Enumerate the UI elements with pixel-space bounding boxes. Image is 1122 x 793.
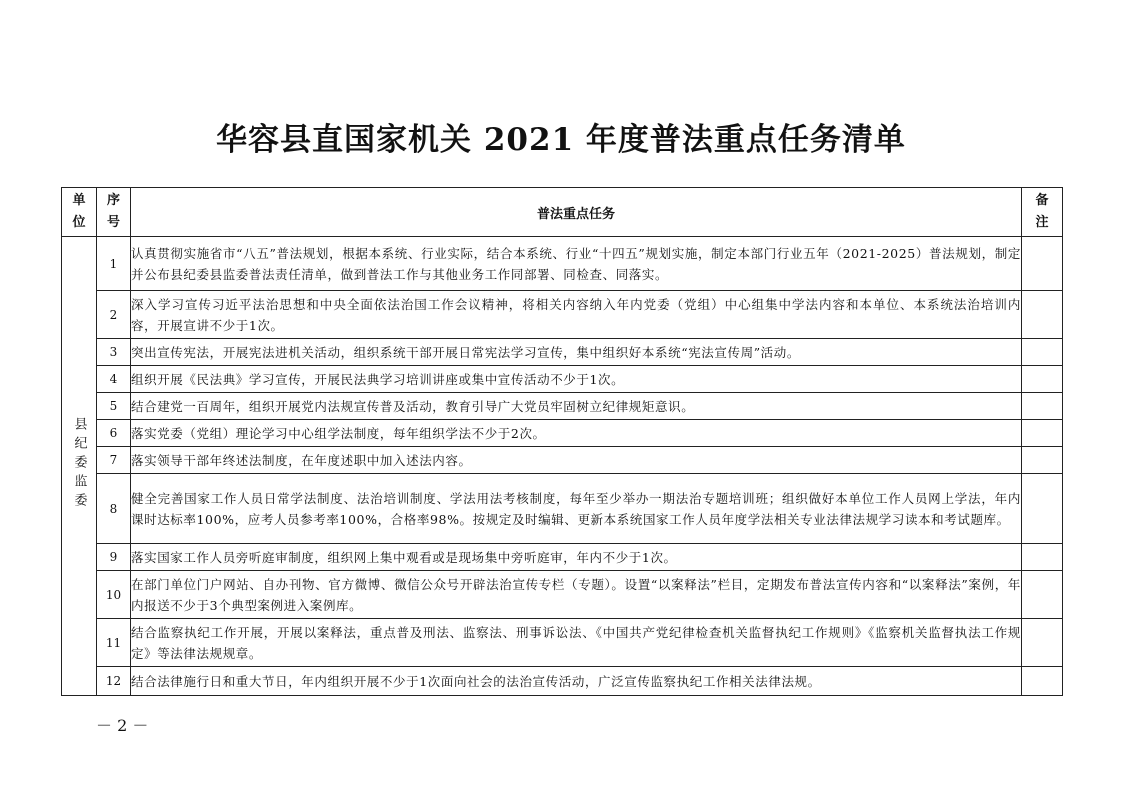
header-unit	[62, 188, 97, 237]
header-seq-char-2: 号	[106, 215, 120, 230]
row-task: 深入学习宣传习近平法治思想和中央全面依法治国工作会议精神，将相关内容纳入年内党委（党组）中心组集中学法内容和本单位、本系统法治培训内容，开展宣讲不少于1次。	[131, 291, 1022, 339]
unit-name: 县纪委监委	[71, 416, 87, 512]
row-remark	[1022, 291, 1063, 339]
row-remark	[1022, 420, 1063, 447]
header-seq-char-1: 序	[106, 193, 120, 208]
table-row	[62, 339, 1063, 366]
table-row	[62, 420, 1063, 447]
row-number: 8	[97, 474, 131, 544]
table-row	[62, 571, 1063, 619]
header-seq	[97, 188, 131, 237]
table-row	[62, 447, 1063, 474]
header-task: 普法重点任务	[131, 188, 1022, 237]
header-remark	[1022, 188, 1063, 237]
row-remark	[1022, 447, 1063, 474]
table-header-row	[62, 188, 1063, 237]
row-number: 12	[97, 667, 131, 696]
row-number: 1	[97, 237, 131, 291]
row-task: 落实领导干部年终述法制度，在年度述职中加入述法内容。	[131, 447, 1022, 474]
row-task: 健全完善国家工作人员日常学法制度、法治培训制度、学法用法考核制度，每年至少举办一期法治专题培训班；组织做好本单位工作人员网上学法，年内课时达标率100%，应考人员参考率100%，合格率98%。按规定及时编辑、更新本系统国家工作人员年度学法相关专业法律法规学习读本和考试题库。	[131, 474, 1022, 544]
header-unit-char-2: 位	[72, 215, 86, 230]
table-row	[62, 544, 1063, 571]
page-title: 华容县直国家机关 2021 年度普法重点任务清单	[216, 122, 906, 158]
row-remark	[1022, 667, 1063, 696]
row-remark	[1022, 393, 1063, 420]
row-task: 认真贯彻实施省市“八五”普法规划，根据本系统、行业实际，结合本系统、行业“十四五”规划实施，制定本部门行业五年（2021-2025）普法规划，制定并公布县纪委县监委普法责任清单，做到普法工作与其他业务工作同部署、同检查、同落实。	[131, 237, 1022, 291]
table-row	[62, 474, 1063, 544]
row-remark	[1022, 474, 1063, 544]
row-remark	[1022, 571, 1063, 619]
table-row	[62, 237, 1063, 291]
header-unit-char-1: 单	[72, 193, 86, 208]
row-number: 4	[97, 366, 131, 393]
row-remark	[1022, 237, 1063, 291]
table-row	[62, 667, 1063, 696]
row-remark	[1022, 544, 1063, 571]
row-number: 6	[97, 420, 131, 447]
page-number: － 2 －	[96, 716, 149, 735]
row-remark	[1022, 339, 1063, 366]
row-task: 组织开展《民法典》学习宣传，开展民法典学习培训讲座或集中宣传活动不少于1次。	[131, 366, 1022, 393]
row-number: 9	[97, 544, 131, 571]
row-task: 落实党委（党组）理论学习中心组学法制度，每年组织学法不少于2次。	[131, 420, 1022, 447]
table-row	[62, 393, 1063, 420]
row-number: 5	[97, 393, 131, 420]
row-task: 在部门单位门户网站、自办刊物、官方微博、微信公众号开辟法治宣传专栏（专题）。设置“以案释法”栏目，定期发布普法宣传内容和“以案释法”案例，年内报送不少于3个典型案例进入案例库。	[131, 571, 1022, 619]
row-task: 结合监察执纪工作开展，开展以案释法，重点普及刑法、监察法、刑事诉讼法、《中国共产党纪律检查机关监督执纪工作规则》《监察机关监督执法工作规定》等法律法规规章。	[131, 619, 1022, 667]
row-task: 结合建党一百周年，组织开展党内法规宣传普及活动，教育引导广大党员牢固树立纪律规矩意识。	[131, 393, 1022, 420]
row-number: 2	[97, 291, 131, 339]
header-remark-char-2: 注	[1035, 215, 1049, 230]
row-task: 落实国家工作人员旁听庭审制度，组织网上集中观看或是现场集中旁听庭审，年内不少于1次。	[131, 544, 1022, 571]
row-task: 结合法律施行日和重大节日，年内组织开展不少于1次面向社会的法治宣传活动，广泛宣传监察执纪工作相关法律法规。	[131, 667, 1022, 696]
table-row	[62, 619, 1063, 667]
table-row	[62, 366, 1063, 393]
header-remark-char-1: 备	[1035, 193, 1049, 208]
row-number: 7	[97, 447, 131, 474]
row-number: 10	[97, 571, 131, 619]
row-remark	[1022, 619, 1063, 667]
unit-cell	[62, 237, 97, 696]
row-task: 突出宣传宪法，开展宪法进机关活动，组织系统干部开展日常宪法学习宣传，集中组织好本系统“宪法宣传周”活动。	[131, 339, 1022, 366]
row-number: 3	[97, 339, 131, 366]
task-table	[61, 187, 1063, 696]
row-remark	[1022, 366, 1063, 393]
table-row	[62, 291, 1063, 339]
row-number: 11	[97, 619, 131, 667]
